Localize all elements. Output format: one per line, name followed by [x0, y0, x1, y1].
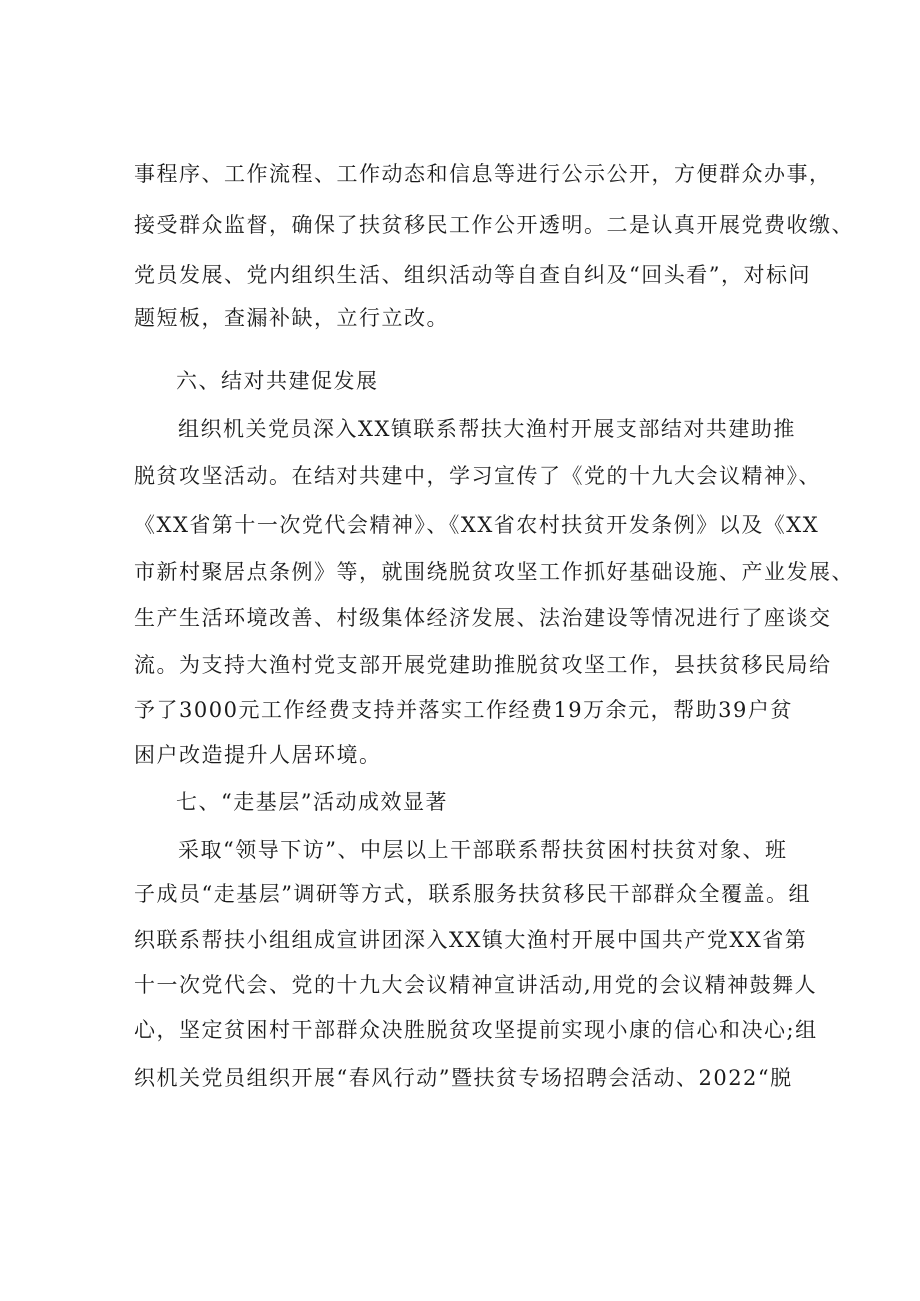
paragraph-line: 予了3000元工作经费支持并落实工作经费19万余元，帮助39户贫	[134, 698, 793, 722]
paragraph-line: 十一次党代会、党的十九大会议精神宣讲活动,用党的会议精神鼓舞人	[134, 973, 818, 997]
paragraph-line: 党员发展、党内组织生活、组织活动等自查自纠及“回头看”，对标问	[134, 263, 811, 287]
paragraph-line: 织联系帮扶小组组成宣讲团深入XX镇大渔村开展中国共产党XX省第	[134, 928, 808, 952]
paragraph-line: 生产生活环境改善、村级集体经济发展、法治建设等情况进行了座谈交	[134, 606, 832, 630]
paragraph-line: 市新村聚居点条例》等，就围绕脱贫攻坚工作抓好基础设施、产业发展、	[134, 560, 854, 584]
paragraph-line: 接受群众监督，确保了扶贫移民工作公开透明。二是认真开展党费收缴、	[134, 213, 854, 237]
paragraph-line: 脱贫攻坚活动。在结对共建中，学习宣传了《党的十九大会议精神》、	[134, 464, 821, 488]
paragraph-line: 困户改造提升人居环境。	[134, 743, 382, 767]
paragraph-line: 题短板，查漏补缺，立行立改。	[134, 306, 449, 330]
paragraph-line: 心，坚定贫困村干部群众决胜脱贫攻坚提前实现小康的信心和决心;组	[134, 1018, 818, 1042]
paragraph-line: 采取“领导下访”、中层以上干部联系帮扶贫困村扶贫对象、班	[178, 838, 788, 862]
paragraph-line: 《XX省第十一次党代会精神》、《XX省农村扶贫开发条例》以及《XX	[134, 513, 820, 537]
paragraph-line: 组织机关党员深入XX镇联系帮扶大渔村开展支部结对共建助推	[178, 417, 796, 441]
section-heading: 七、“走基层”活动成效显著	[176, 790, 448, 814]
paragraph-line: 事程序、工作流程、工作动态和信息等进行公示公开，方便群众办事，	[134, 162, 832, 186]
paragraph-line: 子成员“走基层”调研等方式，联系服务扶贫移民干部群众全覆盖。组	[134, 882, 811, 906]
section-heading: 六、结对共建促发展	[176, 369, 379, 393]
paragraph-line: 流。为支持大渔村党支部开展党建助推脱贫攻坚工作，县扶贫移民局给	[134, 653, 832, 677]
paragraph-line: 织机关党员组织开展“春风行动”暨扶贫专场招聘会活动、2022“脱	[134, 1066, 793, 1090]
